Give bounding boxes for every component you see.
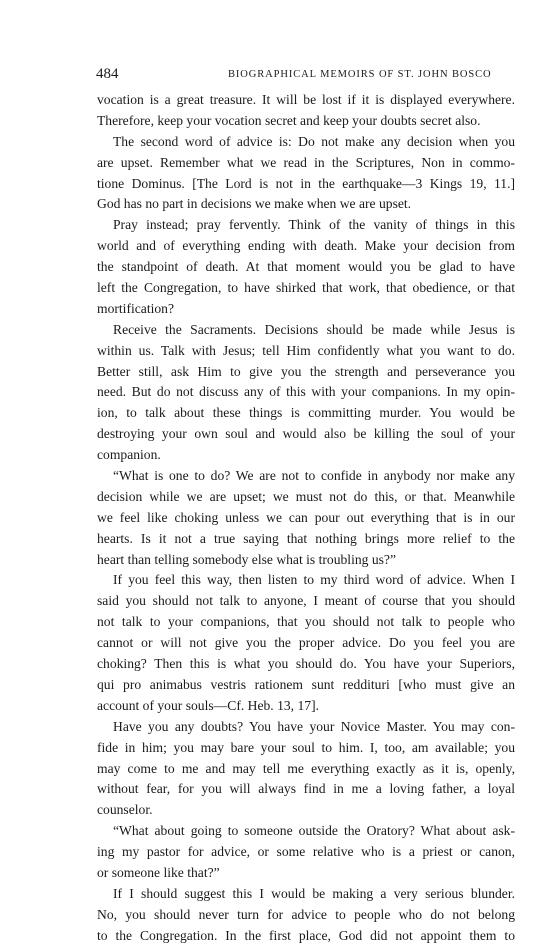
text-line: Receive the Sacraments. Decisions should be made while Jesus is [113, 321, 515, 337]
text-line: need. But do not discuss any of this with your companions. In my opin- [97, 384, 515, 400]
running-head: BIOGRAPHICAL MEMOIRS OF ST. JOHN BOSCO [228, 69, 492, 80]
text-line: God has no part in decisions we make when we are upset. [97, 196, 412, 212]
page-header [96, 64, 514, 84]
text-line: world and of everything ending with death. Make your decision from [97, 238, 515, 254]
text-line: “What is one to do? We are not to confide in anybody nor make any [113, 468, 515, 484]
text-line: heart than telling somebody else what is troubling us?” [97, 551, 396, 567]
text-line: If I should suggest this I would be making a very serious blunder. [113, 885, 515, 901]
text-line: to the Congregation. In the first place, God did not appoint them to [97, 927, 515, 943]
text-line: mortification? [97, 300, 175, 316]
text-line: tione Dominus. [The Lord is not in the earthquake—3 Kings 19, 11.] [97, 175, 515, 191]
text-line: Have you any doubts? You have your Novice Master. You may con- [113, 718, 515, 734]
text-line: If you feel this way, then listen to my third word of advice. When I [113, 572, 515, 588]
text-line: hearts. Is it not a true saying that nothing brings more relief to the [97, 530, 515, 546]
text-line: vocation is a great treasure. It will be lost if it is displayed everywhere. [97, 92, 515, 107]
text-line: decision while we are upset; we must not do this, or that. Meanwhile [97, 488, 515, 504]
page-number: 484 [96, 66, 119, 82]
text-line: account of your souls—Cf. Heb. 13, 17]. [97, 697, 319, 713]
text-line: cannot or will not give you the proper advice. Do you feel you are [97, 635, 515, 651]
text-line: Better still, ask Him to give you the strength and perseverance you [97, 363, 515, 379]
text-line: qui pro animabus vestris rationem sunt reddituri [who must give an [97, 676, 515, 692]
text-line: No, you should never turn for advice to people who do not belong [97, 906, 515, 922]
text-line: fide in him; you may bare your soul to him. I, too, am available; you [97, 739, 515, 755]
text-line: counselor. [97, 802, 153, 818]
text-line: “What about going to someone outside the Oratory? What about ask- [113, 823, 515, 839]
text-line: without fear, for you will always find in me a loving father, a loyal [97, 781, 515, 797]
text-line: left the Congregation, to have shirked that work, that obedience, or that [97, 280, 515, 296]
text-line: Therefore, keep your vocation secret and keep your doubts secret also. [97, 112, 481, 128]
text-line: Pray instead; pray fervently. Think of the vanity of things in this [113, 217, 515, 233]
body-text [97, 90, 515, 947]
text-line: ing my pastor for advice, or some relative who is a priest or canon, [97, 844, 515, 860]
text-line: we feel like choking unless we can pour out everything that is in our [97, 509, 515, 525]
text-line: ion, to talk about these things is committing murder. You would be [97, 405, 515, 421]
text-line: The second word of advice is: Do not make any decision when you [113, 133, 515, 149]
text-line: companion. [97, 447, 161, 463]
text-line: or someone like that?” [97, 864, 220, 880]
text-line: said you should not talk to anyone, I meant of course that you should [97, 593, 515, 609]
text-line: may come to me and may tell me everything exactly as it is, openly, [97, 760, 515, 776]
text-line: within us. Talk with Jesus; tell Him confidently what you want to do. [97, 342, 515, 358]
text-line: are upset. Remember what we read in the Scriptures, Non in commo- [97, 154, 515, 170]
text-line: choking? Then this is what you should do. You have your Superiors, [97, 656, 515, 672]
text-line: destroying your own soul and would also be killing the soul of your [97, 426, 515, 442]
text-line: the standpoint of death. At that moment would you be glad to have [97, 259, 515, 275]
text-line: not talk to your companions, that you should not talk to people who [97, 614, 515, 630]
